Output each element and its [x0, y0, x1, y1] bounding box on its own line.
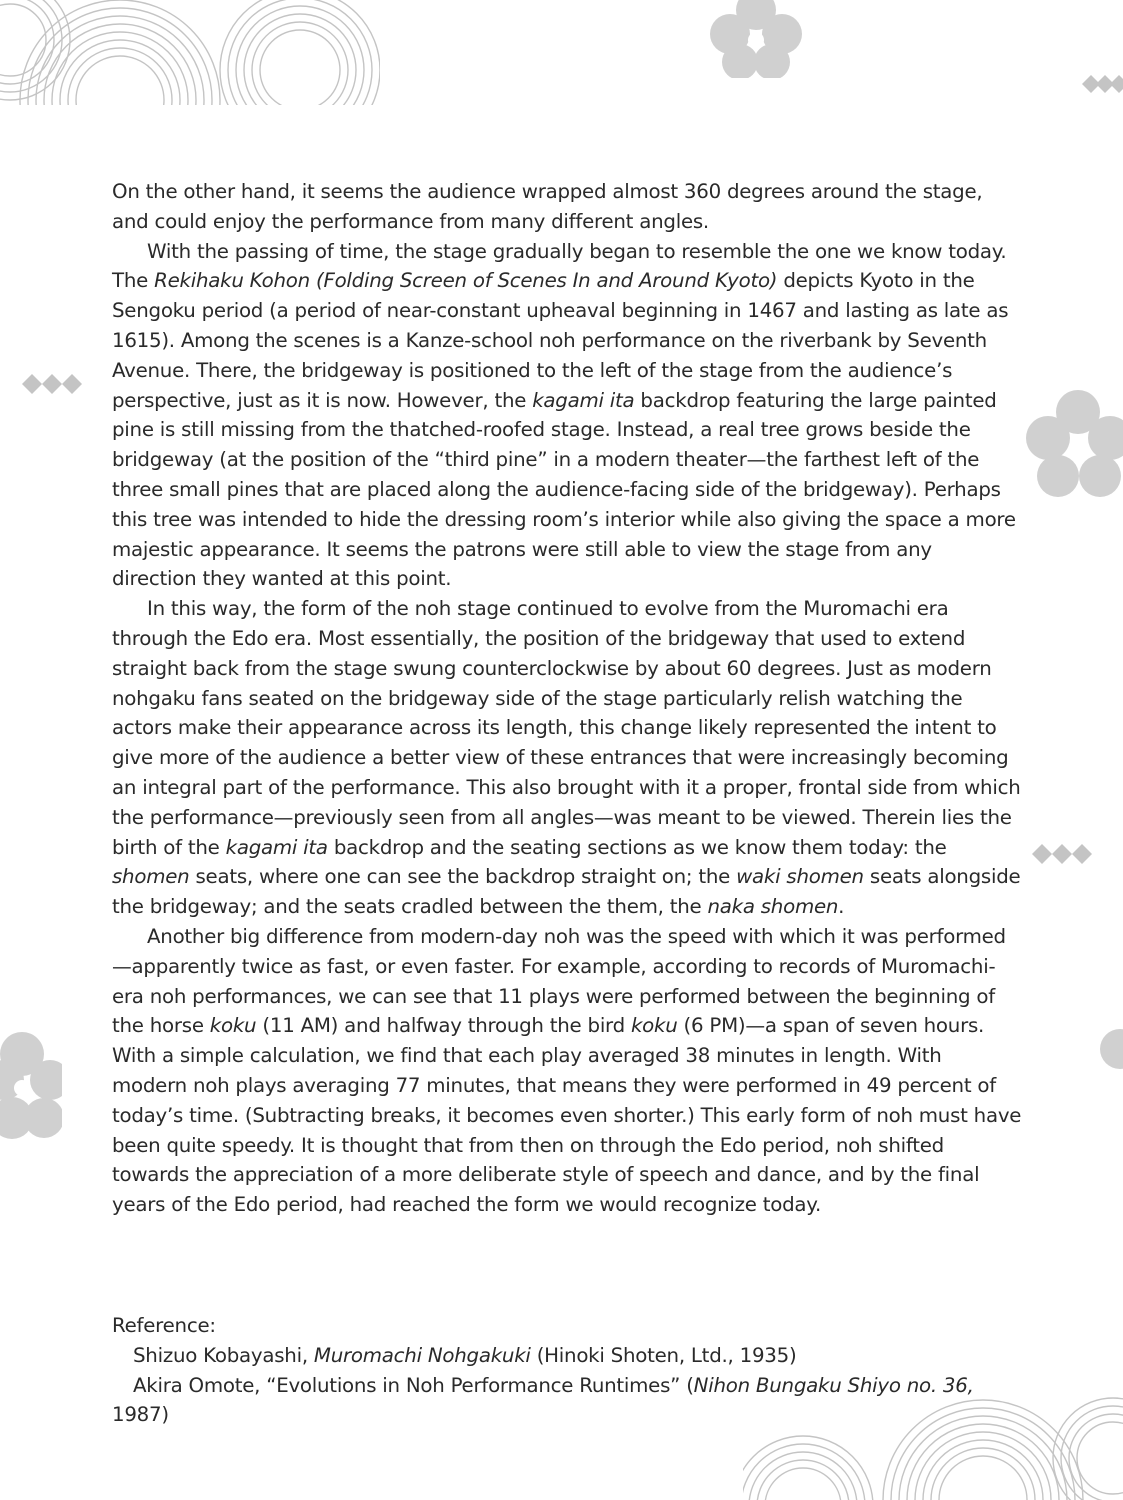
diamond-trio-right [1032, 843, 1094, 865]
reference-section [112, 1311, 1022, 1430]
reference-entry-1 [112, 1341, 1022, 1371]
screen-title: Rekihaku Kohon (Folding Screen of Scenes In and Around Kyoto) [154, 269, 778, 293]
ref-author: Akira Omote, “Evolutions in Noh Performance Runtimes” ( [133, 1373, 694, 1397]
text-run: With the passing of time, the stage gradually began to resemble the one we know today. The [112, 239, 1007, 293]
text-run: backdrop and the seating sections as we know them today: the [327, 835, 947, 859]
plum-blossom-crest-left [0, 1030, 62, 1142]
term-koku: koku [630, 1014, 678, 1038]
plum-blossom-crest-right-lower [1096, 1028, 1123, 1070]
text-run: seats, where one can see the backdrop straight on; the [189, 865, 737, 889]
paragraph-1: On the other hand, it seems the audience wrapped almost 360 degrees around the stage, and could enjoy the performance from many different angles. [112, 180, 983, 233]
paragraph-2 [112, 237, 1022, 595]
diamond-trio-top-right [1082, 74, 1123, 94]
reference-heading: Reference: [112, 1314, 216, 1337]
term-waki-shomen: waki shomen [736, 865, 864, 889]
text-run: In this way, the form of the noh stage continued to evolve from the Muromachi era through the Edo era. Most essentially, the position of the bridgeway that used to extend straight back from the stage swung counterclockwise by about 60 degrees. Just as modern nohgaku fans seated on the bridgeway side of the stage particularly relish watching the actors make their appearance across its length, this change likely represented the intent to give more of the audience a better view of these entrances that were increasingly becoming an integral part of the performance. This also brought with it a proper, frontal side from which the performance—previously seen from all angles—was meant to be viewed. Therein lies the birth of the [112, 597, 1021, 859]
text-run: backdrop featuring the large painted pine is still missing from the thatched-roofed stage. Instead, a real tree grows beside the bridgeway (at the position of the “third pine” in a modern theater—the farthest left of the three small pines that are placed along the audience-facing side of the bridgeway). Perhaps this tree was intended to hide the dressing room’s interior while also giving the space a more majestic appearance. It seems the patrons were still able to view the stage from any direction they wanted at this point. [112, 388, 1016, 591]
diamond-trio-left [22, 373, 84, 395]
text-run: seats alongside the bridgeway; and the seats cradled between the them, the [112, 865, 1021, 919]
text-run: Another big difference from modern-day noh was the speed with which it was performed—apparently twice as fast, or even faster. For example, according to records of Muromachi-era noh performances, we can see that 11 plays were performed between the beginning of the horse [112, 924, 1006, 1038]
ref-journal: Nihon Bungaku Shiyo no. 36, [693, 1373, 974, 1397]
ref-author: Shizuo Kobayashi, [133, 1343, 314, 1367]
plum-blossom-crest-top [708, 0, 804, 78]
ref-title: Muromachi Nohgakuki [313, 1343, 531, 1367]
text-run: . [838, 895, 845, 919]
term-naka-shomen: naka shomen [707, 895, 839, 919]
text-run: (6 PM)—a span of seven hours. With a simple calculation, we find that each play averaged 38 minutes in length. With modern noh plays averaging 77 minutes, that means they were performed in 49 percent of today’s time. (Subtracting breaks, it becomes even shorter.) This early form of noh must have been quite speedy. It is thought that from then on through the Edo period, noh shifted towards the appreciation of a more deliberate style of speech and dance, and by the final years of the Edo period, had reached the form we would recognize today. [112, 1014, 1022, 1217]
reference-entry-2 [112, 1371, 1022, 1431]
wave-pattern-top-left [0, 0, 380, 105]
ref-year: 1987) [112, 1403, 169, 1427]
term-shomen: shomen [112, 865, 190, 889]
article-body [112, 177, 1022, 1220]
text-run: (11 AM) and halfway through the bird [256, 1014, 631, 1038]
plum-blossom-crest-right [1018, 390, 1123, 500]
term-koku: koku [209, 1014, 257, 1038]
paragraph-3 [112, 594, 1022, 922]
term-kagami-ita: kagami ita [225, 835, 328, 859]
term-kagami-ita: kagami ita [532, 388, 635, 412]
text-run: depicts Kyoto in the Sengoku period (a period of near-constant upheaval beginning in 1467 and lasting as late as 1615). Among the scenes is a Kanze-school noh performance on the riverbank by Seventh Avenue. There, the bridgeway is positioned to the left of the stage from the audience’s perspective, just as it is now. However, the [112, 269, 1009, 412]
paragraph-4 [112, 922, 1022, 1220]
ref-publisher: (Hinoki Shoten, Ltd., 1935) [530, 1343, 797, 1367]
